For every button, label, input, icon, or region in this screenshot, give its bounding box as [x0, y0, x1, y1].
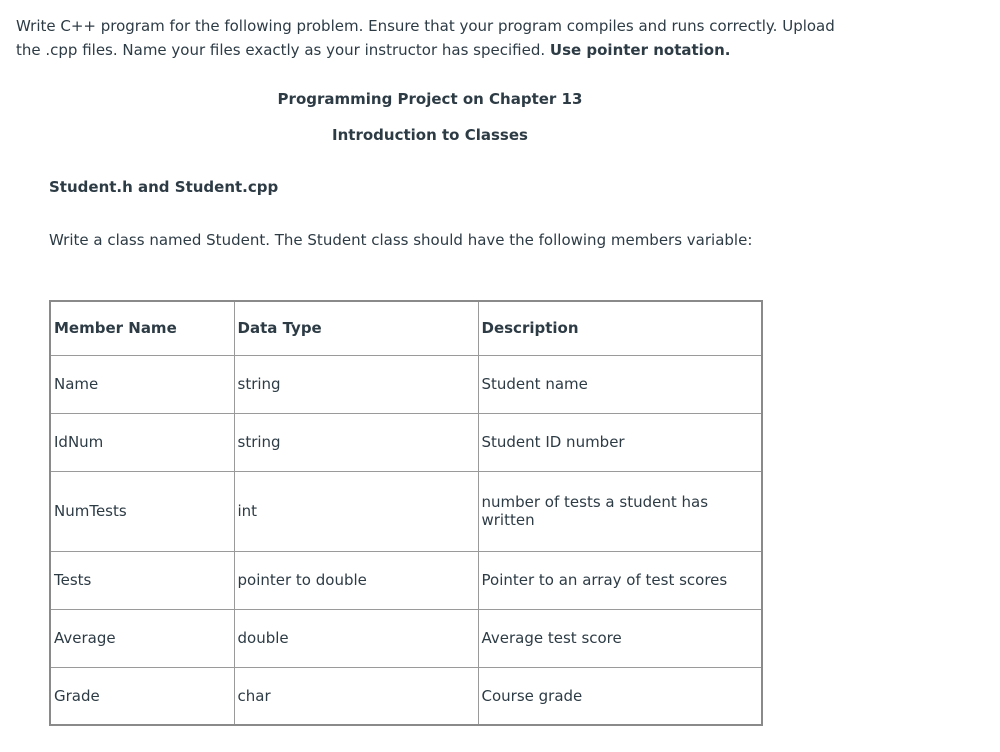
instructions-text: Write C++ program for the following problem. Ensure that your program compiles and runs correctly. Upload the .cpp files. Name your files exactly as your instructor has specified. — [16, 17, 835, 59]
data-type-cell: string — [234, 413, 478, 471]
description-cell: Student ID number — [478, 413, 762, 471]
description-cell: Student name — [478, 355, 762, 413]
member-name-cell: Tests — [50, 551, 234, 609]
table-row — [50, 609, 762, 667]
description-cell: Average test score — [478, 609, 762, 667]
table-row — [50, 471, 762, 551]
description-cell: Course grade — [478, 667, 762, 725]
project-subtitle: Introduction to Classes — [332, 126, 528, 144]
description-cell: Pointer to an array of test scores — [478, 551, 762, 609]
data-type-cell: int — [234, 471, 478, 551]
table-header-row — [50, 301, 762, 355]
member-name-cell: Name — [50, 355, 234, 413]
project-title: Programming Project on Chapter 13 — [277, 90, 583, 108]
data-type-cell: double — [234, 609, 478, 667]
data-type-cell: pointer to double — [234, 551, 478, 609]
header-description: Description — [478, 301, 762, 355]
description-cell: number of tests a student has written — [478, 471, 762, 551]
member-name-cell: Grade — [50, 667, 234, 725]
header-data-type: Data Type — [234, 301, 478, 355]
pointer-notation-emphasis: Use pointer notation. — [549, 41, 731, 59]
files-heading: Student.h and Student.cpp — [49, 178, 279, 196]
member-name-cell: IdNum — [50, 413, 234, 471]
data-type-cell: char — [234, 667, 478, 725]
member-name-cell: NumTests — [50, 471, 234, 551]
table-row — [50, 551, 762, 609]
data-type-cell: string — [234, 355, 478, 413]
table-row — [50, 413, 762, 471]
member-variables-table — [49, 300, 763, 726]
member-name-cell: Average — [50, 609, 234, 667]
assignment-instructions — [16, 14, 856, 62]
class-description: Write a class named Student. The Student class should have the following members variable: — [49, 231, 753, 249]
table-row — [50, 355, 762, 413]
table-row — [50, 667, 762, 725]
header-member-name: Member Name — [50, 301, 234, 355]
